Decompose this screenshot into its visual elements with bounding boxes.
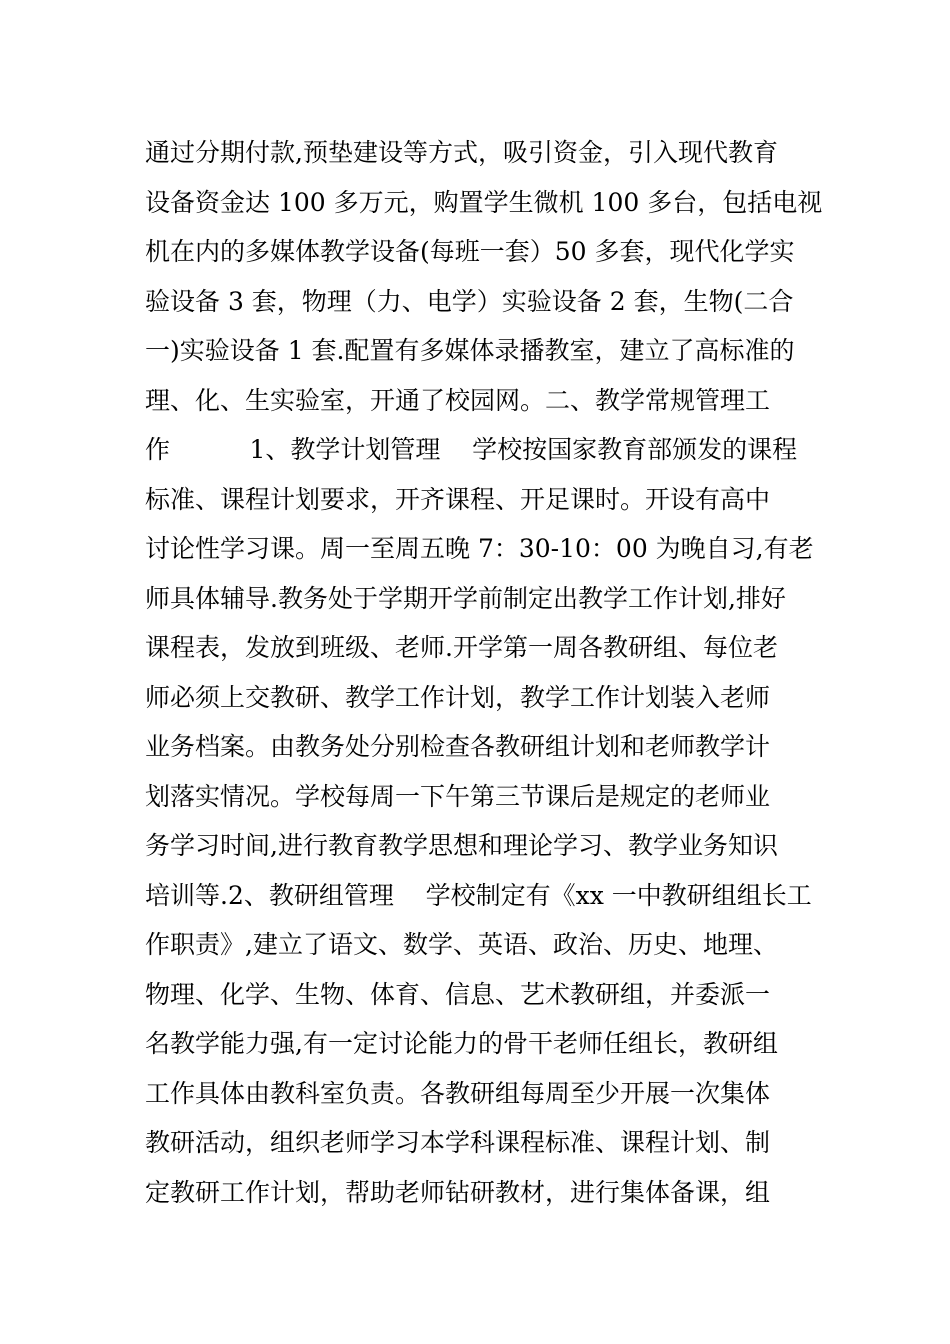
text-line: 机在内的多媒体教学设备(每班一套）50 多套，现代化学实 xyxy=(145,237,795,266)
text-line: 作职责》,建立了语文、数学、英语、政治、历史、地理、 xyxy=(145,930,778,959)
text-line: 教研活动，组织老师学习本学科课程标准、课程计划、制 xyxy=(145,1128,771,1157)
text-line: 物理、化学、生物、体育、信息、艺术教研组，并委派一 xyxy=(145,979,771,1009)
text-line: 课程表，发放到班级、老师.开学第一周各教研组、每位老 xyxy=(145,633,778,662)
text-line: 定教研工作计划，帮助老师钻研教材，进行集体备课，组 xyxy=(145,1177,771,1207)
text-line: 工作具体由教科室负责。各教研组每周至少开展一次集体 xyxy=(145,1078,771,1108)
text-line: 验设备 3 套，物理（力、电学）实验设备 2 套，生物(二合 xyxy=(145,286,794,316)
text-line: 业务档案。由教务处分别检查各教研组计划和老师教学计 xyxy=(145,732,771,761)
text-line: 讨论性学习课。周一至周五晚 7：30-10：00 为晚自习,有老 xyxy=(145,534,814,563)
text-line: 师必须上交教研、教学工作计划，教学工作计划装入老师 xyxy=(145,682,771,712)
text-line: 划落实情况。学校每周一下午第三节课后是规定的老师业 xyxy=(145,781,771,811)
text-line: 一)实验设备 1 套.配置有多媒体录播教室，建立了高标准的 xyxy=(145,336,795,365)
text-line: 名教学能力强,有一定讨论能力的骨干老师任组长，教研组 xyxy=(145,1029,778,1058)
text-line: 作 1、教学计划管理 学校按国家教育部颁发的课程 xyxy=(145,435,798,464)
text-line: 通过分期付款,预垫建设等方式，吸引资金，引入现代教育 xyxy=(145,138,778,167)
body-text xyxy=(145,128,823,1217)
text-line: 培训等.2、教研组管理 学校制定有《xx 一中教研组组长工 xyxy=(145,880,812,910)
text-line: 理、化、生实验室，开通了校园网。二、教学常规管理工 xyxy=(145,385,771,415)
text-line: 标准、课程计划要求，开齐课程、开足课时。开设有高中 xyxy=(145,484,771,514)
text-line: 务学习时间,进行教育教学思想和理论学习、教学业务知识 xyxy=(145,831,778,860)
text-line: 设备资金达 100 多万元，购置学生微机 100 多台，包括电视 xyxy=(145,187,823,217)
text-line: 师具体辅导.教务处于学期开学前制定出教学工作计划,排好 xyxy=(145,583,786,613)
